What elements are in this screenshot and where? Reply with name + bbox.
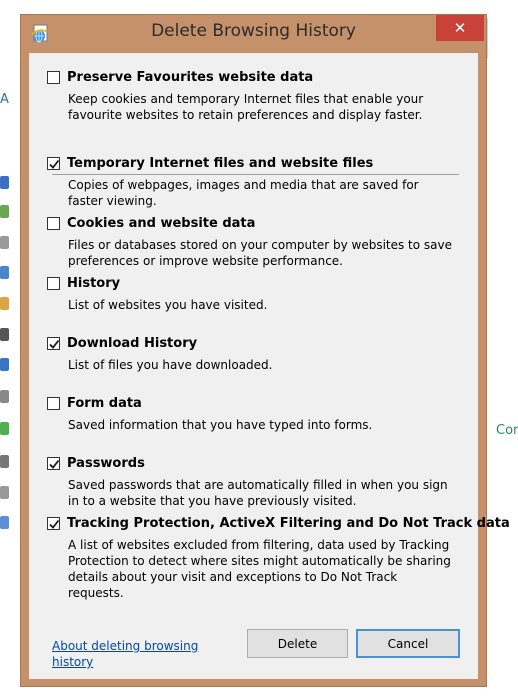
option-description: A list of websites excluded from filtering, data used by Tracking Protection to detect where sites might automatically be sharing details about your visit and exceptions to Do Not Track requests.	[68, 538, 451, 600]
delete-button[interactable]: Delete	[247, 629, 348, 658]
option-description: Keep cookies and temporary Internet files that enable your favourite websites to retain preferences and display faster.	[68, 92, 424, 122]
history-checkbox[interactable]	[47, 277, 60, 290]
close-icon: ✕	[453, 19, 467, 37]
background-app-icon	[0, 358, 9, 371]
option-title: Tracking Protection, ActiveX Filtering and Do Not Track data	[67, 516, 510, 531]
option-title: Passwords	[67, 456, 145, 471]
option-title: Preserve Favourites website data	[67, 70, 314, 85]
cookies-checkbox[interactable]	[47, 217, 60, 230]
background-app-icon	[0, 297, 9, 310]
option-description: Files or databases stored on your computer by websites to save preferences or improve website performance.	[68, 238, 453, 268]
checkmark-icon	[48, 338, 60, 350]
temporary-internet-files-checkbox[interactable]	[47, 157, 60, 170]
option-description: List of websites you have visited.	[68, 298, 268, 312]
background-app-icon	[0, 516, 9, 529]
background-app-icon	[0, 486, 9, 499]
background-window-right-edge	[487, 18, 517, 58]
preserve-favourites-checkbox[interactable]	[47, 71, 60, 84]
background-app-icon	[0, 390, 9, 403]
background-app-icon	[0, 455, 9, 468]
option-description: Copies of webpages, images and media that are saved for faster viewing.	[68, 178, 419, 208]
background-app-icon	[0, 236, 9, 249]
option-description: List of files you have downloaded.	[68, 358, 273, 372]
checkmark-icon	[48, 458, 60, 470]
option-description: Saved passwords that are automatically filled in when you sign in to a website that you have previously visited.	[68, 478, 448, 508]
option-title: Cookies and website data	[67, 216, 256, 231]
option-title: Form data	[67, 396, 142, 411]
background-window-text: Cor	[496, 423, 518, 438]
option-description: Saved information that you have typed into forms.	[68, 418, 373, 432]
option-title: History	[67, 276, 121, 291]
background-app-icon	[0, 205, 9, 218]
close-button[interactable]	[436, 15, 484, 41]
cancel-button[interactable]: Cancel	[356, 629, 460, 658]
passwords-checkbox[interactable]	[47, 457, 60, 470]
option-title: Temporary Internet files and website files	[67, 156, 374, 171]
checkmark-icon	[48, 518, 60, 530]
title-bar[interactable]	[21, 15, 486, 51]
option-title: Download History	[67, 336, 198, 351]
form-data-checkbox[interactable]	[47, 397, 60, 410]
tracking-protection-checkbox[interactable]	[47, 517, 60, 530]
dialog-title: Delete Browsing History	[151, 21, 356, 41]
background-app-icon	[0, 422, 9, 435]
checkmark-icon	[48, 158, 60, 170]
background-app-icon	[0, 266, 9, 279]
about-deleting-history-link[interactable]: About deleting browsing history	[52, 639, 199, 669]
background-app-icon	[0, 328, 9, 341]
background-window-text: A	[0, 92, 9, 107]
background-app-icon	[0, 176, 9, 189]
separator	[52, 174, 459, 175]
download-history-checkbox[interactable]	[47, 337, 60, 350]
